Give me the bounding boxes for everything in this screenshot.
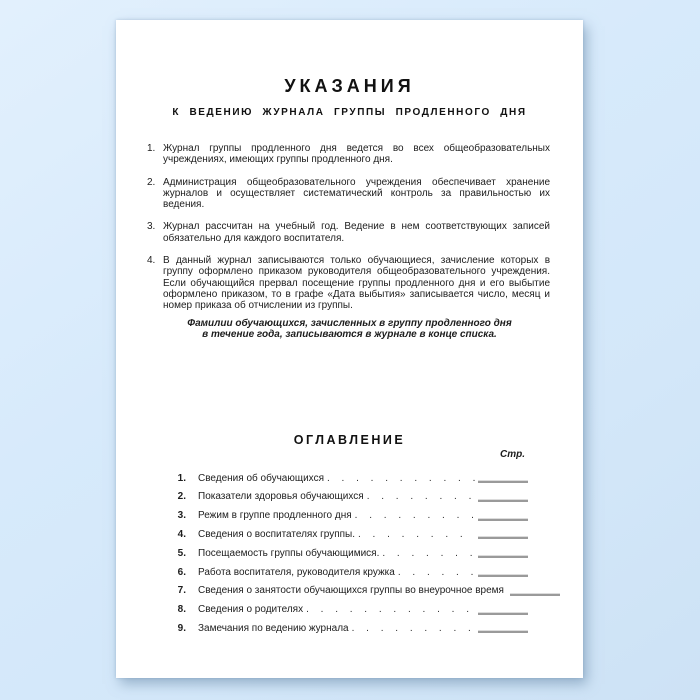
dot-leader [355,510,475,522]
dot-leader [367,491,475,503]
toc-list [147,473,528,635]
dot-leader [358,529,475,541]
toc-item-label: Сведения о родителях [198,604,304,616]
toc-item-label: Сведения об обучающихся [198,472,324,484]
toc-item-number: 9. [177,622,186,634]
toc-item-number: 7. [177,585,186,597]
toc-row-8 [147,604,528,616]
toc-item-label: Посещаемость группы обучающимися. [198,547,380,559]
instruction-text: Администрация общеобразовательного учреждения обеспечивает хранение журналов и осуществляет систематический контроль за правильностью их ведения. [163,176,550,211]
dot-leader [306,604,475,616]
dot-leader [398,567,475,579]
toc-row-3 [147,510,528,522]
instruction-number: 2. [147,176,156,188]
toc-row-1 [147,473,528,485]
toc-item-number: 4. [177,528,186,540]
toc-item-number: 5. [177,547,186,559]
page-number-blank-line [478,500,528,502]
page-title: УКАЗАНИЯ [284,76,415,96]
document-page [116,20,583,678]
page-number-blank-line [478,631,528,633]
dot-leader [382,548,475,560]
toc-row-6 [147,567,528,579]
instruction-number: 4. [147,255,156,267]
toc-row-5 [147,548,528,560]
page-number-blank-line [478,613,528,615]
dot-leader [327,473,475,485]
toc-row-7 [147,585,528,597]
page-number-blank-line [478,519,528,521]
toc-item-label: Сведения о воспитателях группы. [198,528,355,540]
toc-page-column-label: Стр. [500,448,525,460]
page-number-blank-line [478,556,528,558]
page-number-blank-line [510,594,560,596]
toc-heading: ОГЛАВЛЕНИЕ [293,432,406,447]
toc-item-label: Режим в группе продленного дня [198,510,352,522]
toc-item-label: Работа воспитателя, руководителя кружка [198,566,395,578]
instruction-text: Журнал группы продленного дня ведется во всех общеобразовательных учреждениях, имеющих группы продленного дня. [163,143,550,166]
page-subtitle: К ВЕДЕНИЮ ЖУРНАЛА ГРУППЫ ПРОДЛЕННОГО ДНЯ [172,107,527,118]
toc-item-label: Замечания по ведению журнала [198,622,349,634]
toc-item-number: 6. [177,566,186,578]
page-number-blank-line [478,575,528,577]
toc-item-label: Сведения о занятости обучающихся группы во внеурочное время [198,585,504,597]
note [116,318,583,341]
note-line-1: Фамилии обучающихся, зачисленных в группу продленного дня [187,317,512,329]
page-number-blank-line [478,481,528,483]
instruction-text: Журнал рассчитан на учебный год. Ведение в нем соответствующих записей обязательно для каждого воспитателя. [163,221,550,244]
instruction-item-4 [147,255,550,311]
instruction-number: 3. [147,221,156,233]
toc-row-9 [147,623,528,635]
toc-item-number: 3. [177,510,186,522]
instruction-item-3 [147,221,550,244]
toc-row-2 [147,491,528,503]
instructions-list [147,143,550,312]
dot-leader [352,623,475,635]
instruction-number: 1. [147,143,156,154]
toc-item-label: Показатели здоровья обучающихся [198,491,364,503]
toc-row-4 [147,529,528,541]
note-line-2: в течение года, записываются в журнале в конце списка. [202,329,497,341]
page-number-blank-line [478,537,528,539]
instruction-item-2 [147,177,550,211]
toc-item-number: 2. [177,491,186,503]
toc-item-number: 8. [177,604,186,616]
toc-item-number: 1. [177,472,186,484]
instruction-text: В данный журнал записываются только обучающиеся, зачисление которых в группу оформлено приказом руководителя общеобразовательного учреждения. Если обучающийся прервал посещение группы продленного дня и его выбытие оформлено приказом, то в графе «Дата выбытия» записывается число, месяц и номер приказа об отчислении из группы. [163,255,550,312]
instruction-item-1 [147,143,550,166]
